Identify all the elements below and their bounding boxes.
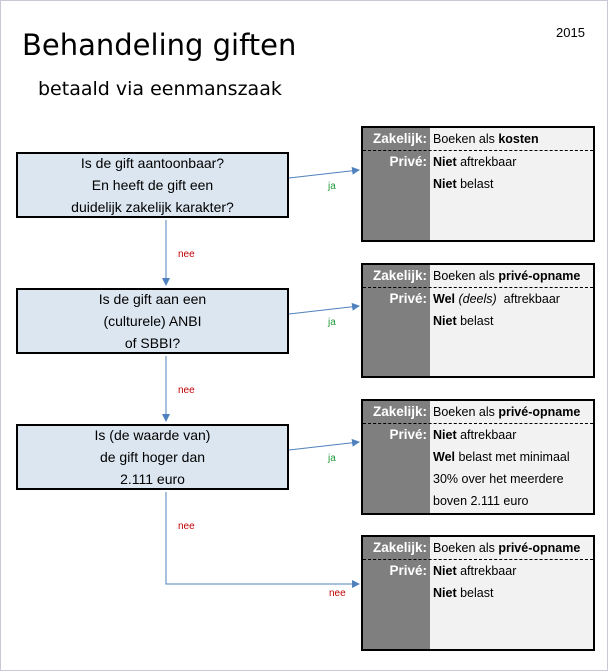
outcome-1-zakelijk-text: Boeken als kosten [433, 132, 539, 146]
outcome-3-zakelijk-row [363, 401, 593, 424]
outcome-1-prive-row-2 [363, 173, 593, 195]
question-box-3 [16, 424, 289, 490]
question-box-2 [16, 288, 289, 354]
zakelijk-label: Zakelijk: [372, 540, 427, 555]
outcome-3-prive-row-2 [363, 446, 593, 468]
outcome-3-prive-text-3: 30% over het meerdere [433, 472, 564, 486]
outcome-3-prive-text-1: Niet aftrekbaar [433, 428, 517, 442]
prive-label: Privé: [389, 563, 427, 578]
question-1-line-1: Is de gift aantoonbaar? [80, 155, 225, 171]
outcome-box-4 [361, 535, 595, 651]
outcome-3-zakelijk-text: Boeken als privé-opname [433, 405, 581, 419]
question-1-line-3: duidelijk zakelijk karakter? [71, 199, 234, 215]
outcome-1-zakelijk-row [363, 128, 593, 151]
outcome-box-3 [361, 399, 595, 515]
outcome-box-2 [361, 263, 595, 378]
yes-connector-2 [289, 306, 359, 314]
outcome-3-prive-row-3 [363, 468, 593, 490]
yes-connector-3 [289, 442, 359, 450]
question-3-line-2: de gift hoger dan [99, 449, 206, 465]
no-label-3: nee [178, 521, 195, 532]
question-2-line-3: of SBBI? [124, 335, 181, 351]
outcome-2-zakelijk-row [363, 265, 593, 288]
question-3-line-1: Is (de waarde van) [94, 427, 211, 443]
yes-label-2: ja [328, 317, 336, 328]
page-title: Behandeling giften [22, 28, 297, 62]
prive-label: Privé: [389, 291, 427, 306]
yes-label-3: ja [328, 453, 336, 464]
outcome-3-prive-text-2: Wel belast met minimaal [433, 450, 570, 464]
outcome-1-prive-row-1 [363, 151, 593, 173]
question-2-line-2: (culturele) ANBI [103, 313, 202, 329]
outcome-4-prive-row-1 [363, 560, 593, 582]
outcome-3-prive-row-4 [363, 490, 593, 512]
no-label-2: nee [178, 385, 195, 396]
page-subtitle: betaald via eenmanszaak [38, 78, 282, 100]
outcome-4-zakelijk-text: Boeken als privé-opname [433, 541, 581, 555]
outcome-2-prive-text-2: Niet belast [433, 314, 494, 328]
no-label-1: nee [178, 249, 195, 260]
yes-label-1: ja [328, 181, 336, 192]
outcome-1-prive-text-1: Niet aftrekbaar [433, 155, 517, 169]
question-2-line-1: Is de gift aan een [98, 291, 207, 307]
outcome-1-prive-text-2: Niet belast [433, 177, 494, 191]
no-label-4: nee [329, 588, 346, 599]
question-box-1 [16, 152, 289, 218]
outcome-2-prive-text-1: Wel (deels) aftrekbaar [433, 292, 560, 306]
outcome-4-prive-row-2 [363, 582, 593, 604]
prive-label: Privé: [389, 154, 427, 169]
year-label: 2015 [556, 25, 585, 40]
outcome-4-prive-text-1: Niet aftrekbaar [433, 564, 517, 578]
outcome-box-1 [361, 126, 595, 242]
question-3-line-3: 2.111 euro [120, 471, 185, 487]
outcome-3-prive-text-4: boven 2.111 euro [433, 494, 529, 508]
outcome-2-prive-row-2 [363, 310, 593, 332]
outcome-4-zakelijk-row [363, 537, 593, 560]
question-1-line-2: En heeft de gift een [91, 177, 214, 193]
outcome-4-prive-text-2: Niet belast [433, 586, 494, 600]
zakelijk-label: Zakelijk: [372, 404, 427, 419]
yes-connector-1 [289, 170, 359, 178]
zakelijk-label: Zakelijk: [372, 131, 427, 146]
prive-label: Privé: [389, 427, 427, 442]
outcome-3-prive-row-1 [363, 424, 593, 446]
no-connector-3 [166, 492, 359, 584]
outcome-2-prive-row-1 [363, 288, 593, 310]
zakelijk-label: Zakelijk: [372, 268, 427, 283]
outcome-2-zakelijk-text: Boeken als privé-opname [433, 269, 581, 283]
